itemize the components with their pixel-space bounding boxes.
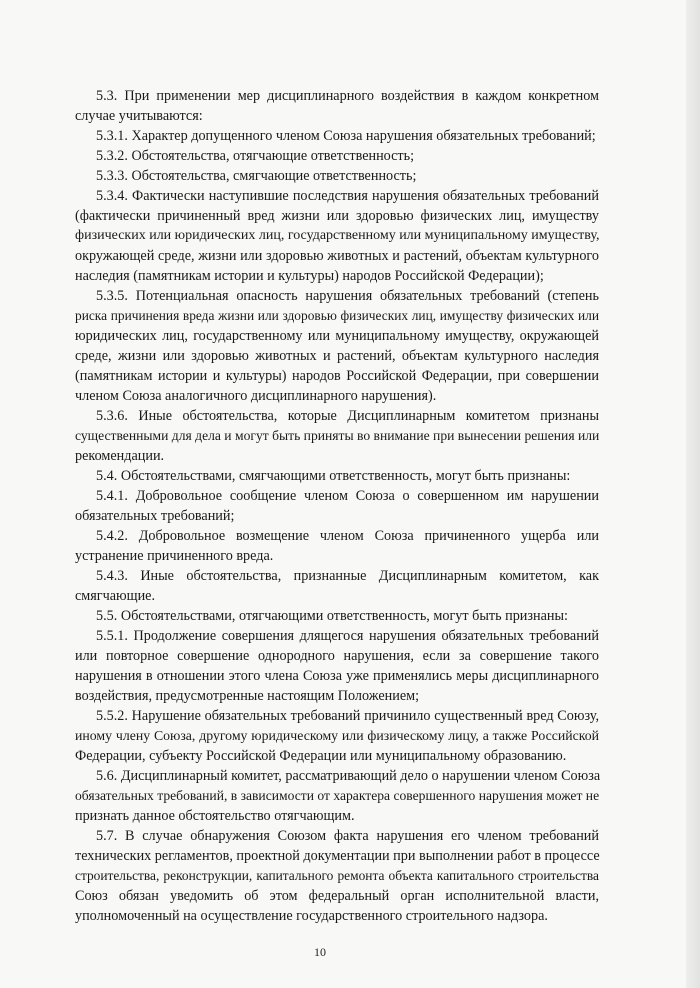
text-line: обязательных требований; xyxy=(75,508,235,524)
text-line: 5.6. Дисциплинарный комитет, рассматривающий дело о нарушении членом Союза xyxy=(96,768,601,784)
text-line: строительства, реконструкции, капитального ремонта объекта капитального строительства xyxy=(75,868,599,883)
text-line: 5.3.6. Иные обстоятельства, которые Дисциплинарным комитетом признаны xyxy=(96,408,599,424)
text-line: 5.3.3. Обстоятельства, смягчающие ответственность; xyxy=(96,168,417,184)
text-line: обязательных требований, в зависимости от характера совершенного нарушения может не xyxy=(75,788,600,803)
text-line: устранение причиненного вреда. xyxy=(75,548,274,564)
text-line: 5.4. Обстоятельствами, смягчающими ответственность, могут быть признаны: xyxy=(96,468,571,484)
text-line: 5.5. Обстоятельствами, отягчающими ответственность, могут быть признаны: xyxy=(96,608,568,624)
text-line: 5.3.5. Потенциальная опасность нарушения обязательных требований (степень xyxy=(96,288,599,304)
text-line: 5.3. При применении мер дисциплинарного воздействия в каждом конкретном xyxy=(96,88,599,104)
text-line: среде, жизни или здоровью животных и растений, объектам культурного наследия xyxy=(75,348,599,364)
text-line: окружающей среде, жизни или здоровью животных и растений, объектам культурного xyxy=(75,248,599,264)
text-line: 5.5.1. Продолжение совершения длящегося нарушения обязательных требований xyxy=(96,628,599,644)
text-line: Союз обязан уведомить об этом федеральный орган исполнительной власти, xyxy=(75,888,599,904)
text-line: существенными для дела и могут быть приняты во внимание при вынесении решения или xyxy=(75,428,600,443)
text-line: случае учитываются: xyxy=(75,108,203,124)
text-line: смягчающие. xyxy=(75,588,156,604)
text-line: 5.3.4. Фактически наступившие последствия нарушения обязательных требований xyxy=(96,188,599,204)
text-line: (фактически причиненный вред жизни или здоровью физических лиц, имуществу xyxy=(75,208,599,224)
text-line: воздействия, предусмотренные настоящим Положением; xyxy=(75,688,420,704)
text-line: 5.3.1. Характер допущенного членом Союза нарушения обязательных требований; xyxy=(96,128,596,144)
text-line: риска причинения вреда жизни или здоровью физических лиц, имуществу физических или xyxy=(75,308,599,323)
text-line: физических или юридических лиц, государственному или муниципальному имуществу, xyxy=(75,228,600,243)
text-line: наследия (памятникам истории и культуры) народов Российской Федерации); xyxy=(75,268,544,284)
text-line: признать данное обстоятельство отягчающим. xyxy=(75,808,355,824)
text-line: 5.3.2. Обстоятельства, отягчающие ответственность; xyxy=(96,148,415,164)
text-line: Федерации, субъекту Российской Федерации или муниципальному образованию. xyxy=(75,748,567,764)
text-line: или повторное совершение однородного нарушения, если за совершение такого xyxy=(75,648,599,664)
text-line: рекомендации. xyxy=(75,448,165,464)
text-line: юридических лиц, государственному или муниципальному имуществу, окружающей xyxy=(75,328,599,344)
text-line: нарушения в отношении этого члена Союза уже применялись меры дисциплинарного xyxy=(75,668,599,684)
page-edge-shadow xyxy=(686,0,700,988)
text-line: 5.5.2. Нарушение обязательных требований причинило существенный вред Союзу, xyxy=(96,708,599,724)
text-line: 5.7. В случае обнаружения Союзом факта нарушения его членом требований xyxy=(96,828,599,844)
text-line: технических регламентов, проектной документации при выполнении работ в процессе xyxy=(75,848,600,864)
text-line: 5.4.1. Добровольное сообщение членом Союза о совершенном им нарушении xyxy=(96,488,599,504)
text-line: 5.4.2. Добровольное возмещение членом Союза причиненного ущерба или xyxy=(96,528,599,544)
text-line: членом Союза аналогичного дисциплинарного нарушения). xyxy=(75,388,437,404)
text-line: 5.4.3. Иные обстоятельства, признанные Дисциплинарным комитетом, как xyxy=(96,568,599,584)
page-number: 10 xyxy=(314,945,326,959)
text-line: (памятникам истории и культуры) народов Российской Федерации, при совершении xyxy=(75,368,599,384)
text-line: уполномоченный на осуществление государственного строительного надзора. xyxy=(75,908,548,924)
text-line: иному члену Союза, другому юридическому или физическому лицу, а также Российской xyxy=(75,728,599,743)
